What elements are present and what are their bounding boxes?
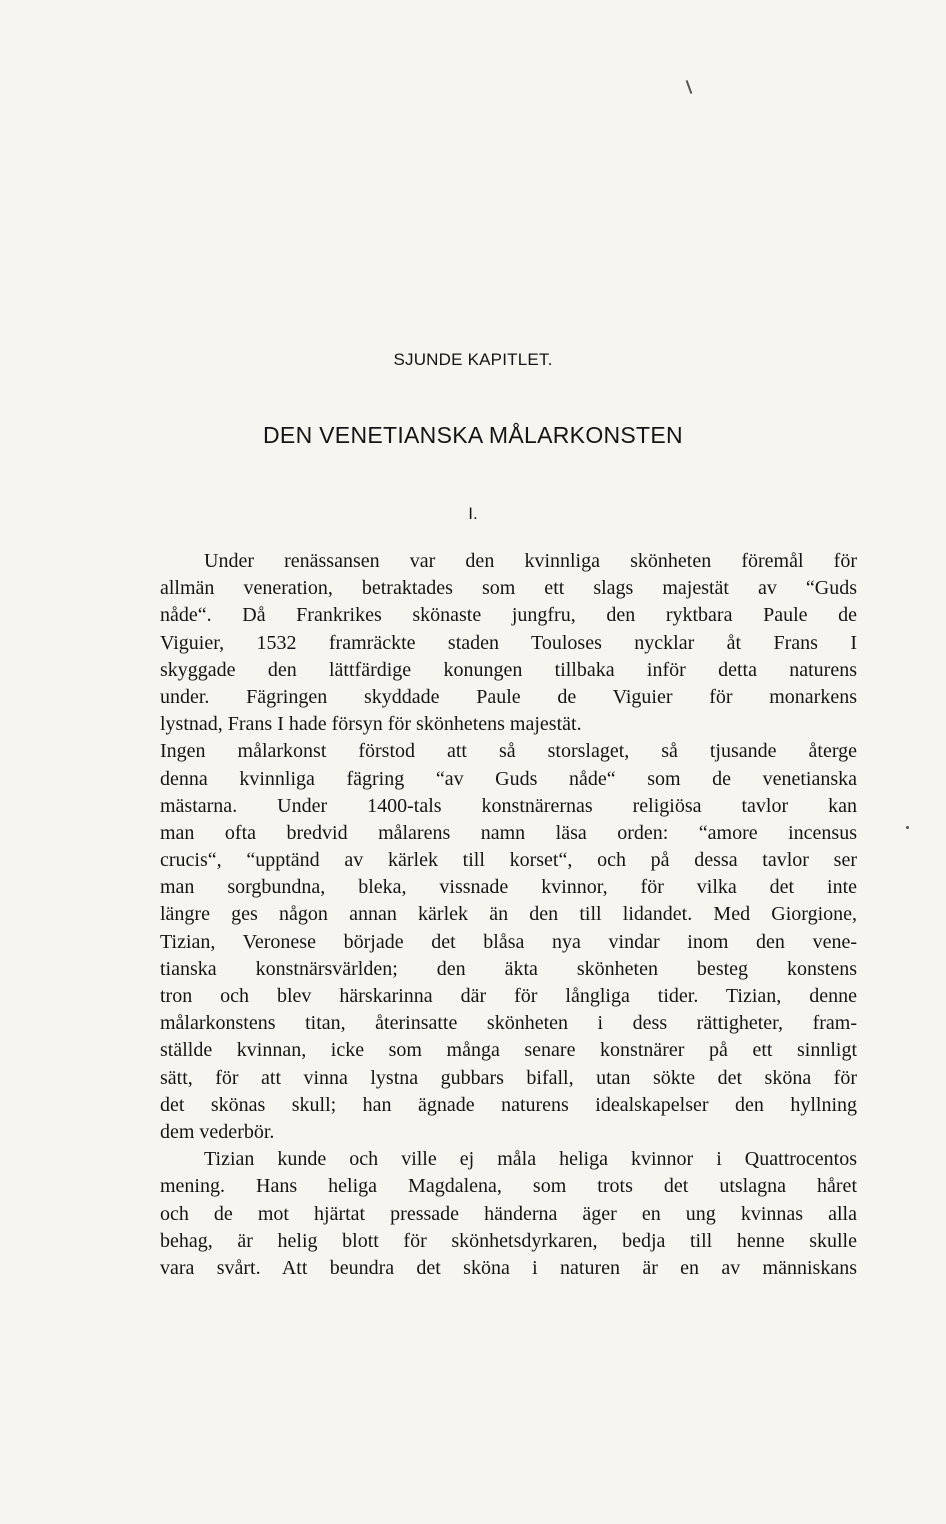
text-line: Viguier, 1532 framräckte staden Touloses nycklar åt Frans I: [160, 631, 857, 654]
text-line: målarkonstens titan, återinsatte skönheten i dess rättigheter, fram-: [160, 1012, 857, 1035]
text-line: man ofta bredvid målarens namn läsa orden: “amore incensus: [160, 821, 857, 844]
text-line: Ingen målarkonst förstod att så storslaget, så tjusande återge: [160, 740, 857, 763]
text-line: det skönas skull; han ägnade naturens idealskapelser den hyllning: [160, 1093, 857, 1116]
body-text: [160, 548, 857, 1282]
text-line: sätt, för att vinna lystna gubbars bifall, utan sökte det sköna för: [160, 1066, 857, 1089]
text-line: under. Fägringen skyddade Paule de Viguier för monarkens: [160, 685, 857, 708]
text-line: skyggade den lättfärdige konungen tillbaka inför detta naturens: [160, 658, 857, 681]
chapter-label: SJUNDE KAPITLET.: [393, 350, 553, 369]
text-line: nåde“. Då Frankrikes skönaste jungfru, den ryktbara Paule de: [160, 604, 857, 627]
section-number: I.: [468, 504, 478, 523]
text-line: Tizian, Veronese började det blåsa nya vindar inom den vene-: [160, 930, 857, 953]
text-line: mening. Hans heliga Magdalena, som trots det utslagna håret: [160, 1175, 857, 1198]
text-line: behag, är helig blott för skönhetsdyrkaren, bedja till henne skulle: [160, 1229, 857, 1252]
text-line: mästarna. Under 1400-tals konstnärernas religiösa tavlor kan: [160, 794, 857, 817]
text-line: Under renässansen var den kvinnliga skönheten föremål för: [204, 550, 857, 572]
chapter-title: DEN VENETIANSKA MÅLARKONSTEN: [263, 422, 683, 448]
text-line: vara svårt. Att beundra det sköna i naturen är en av människans: [160, 1256, 857, 1279]
text-line: Tizian kunde och ville ej måla heliga kvinnor i Quattrocentos: [204, 1148, 857, 1171]
text-line: och de mot hjärtat pressade händerna äger en ung kvinnas alla: [160, 1202, 857, 1225]
margin-ink-dot: [906, 826, 909, 829]
text-line: tron och blev härskarinna där för långliga tider. Tizian, denne: [160, 985, 857, 1007]
text-line: ställde kvinnan, icke som många senare konstnärer på ett sinnligt: [160, 1039, 857, 1062]
text-line: allmän veneration, betraktades som ett slags majestät av “Guds: [160, 577, 857, 600]
stray-ink-mark: [686, 80, 693, 94]
text-line: dem vederbör.: [160, 1120, 275, 1143]
text-line: lystnad, Frans I hade försyn för skönhetens majestät.: [160, 713, 582, 736]
text-line: man sorgbundna, bleka, vissnade kvinnor, för vilka det inte: [160, 876, 857, 899]
text-line: tianska konstnärsvärlden; den äkta skönheten besteg konstens: [160, 957, 857, 980]
text-line: längre ges någon annan kärlek än den till lidandet. Med Giorgione,: [160, 903, 857, 926]
text-line: crucis“, “upptänd av kärlek till korset“, och på dessa tavlor ser: [160, 849, 857, 872]
text-line: denna kvinnliga fägring “av Guds nåde“ som de venetianska: [160, 767, 857, 790]
